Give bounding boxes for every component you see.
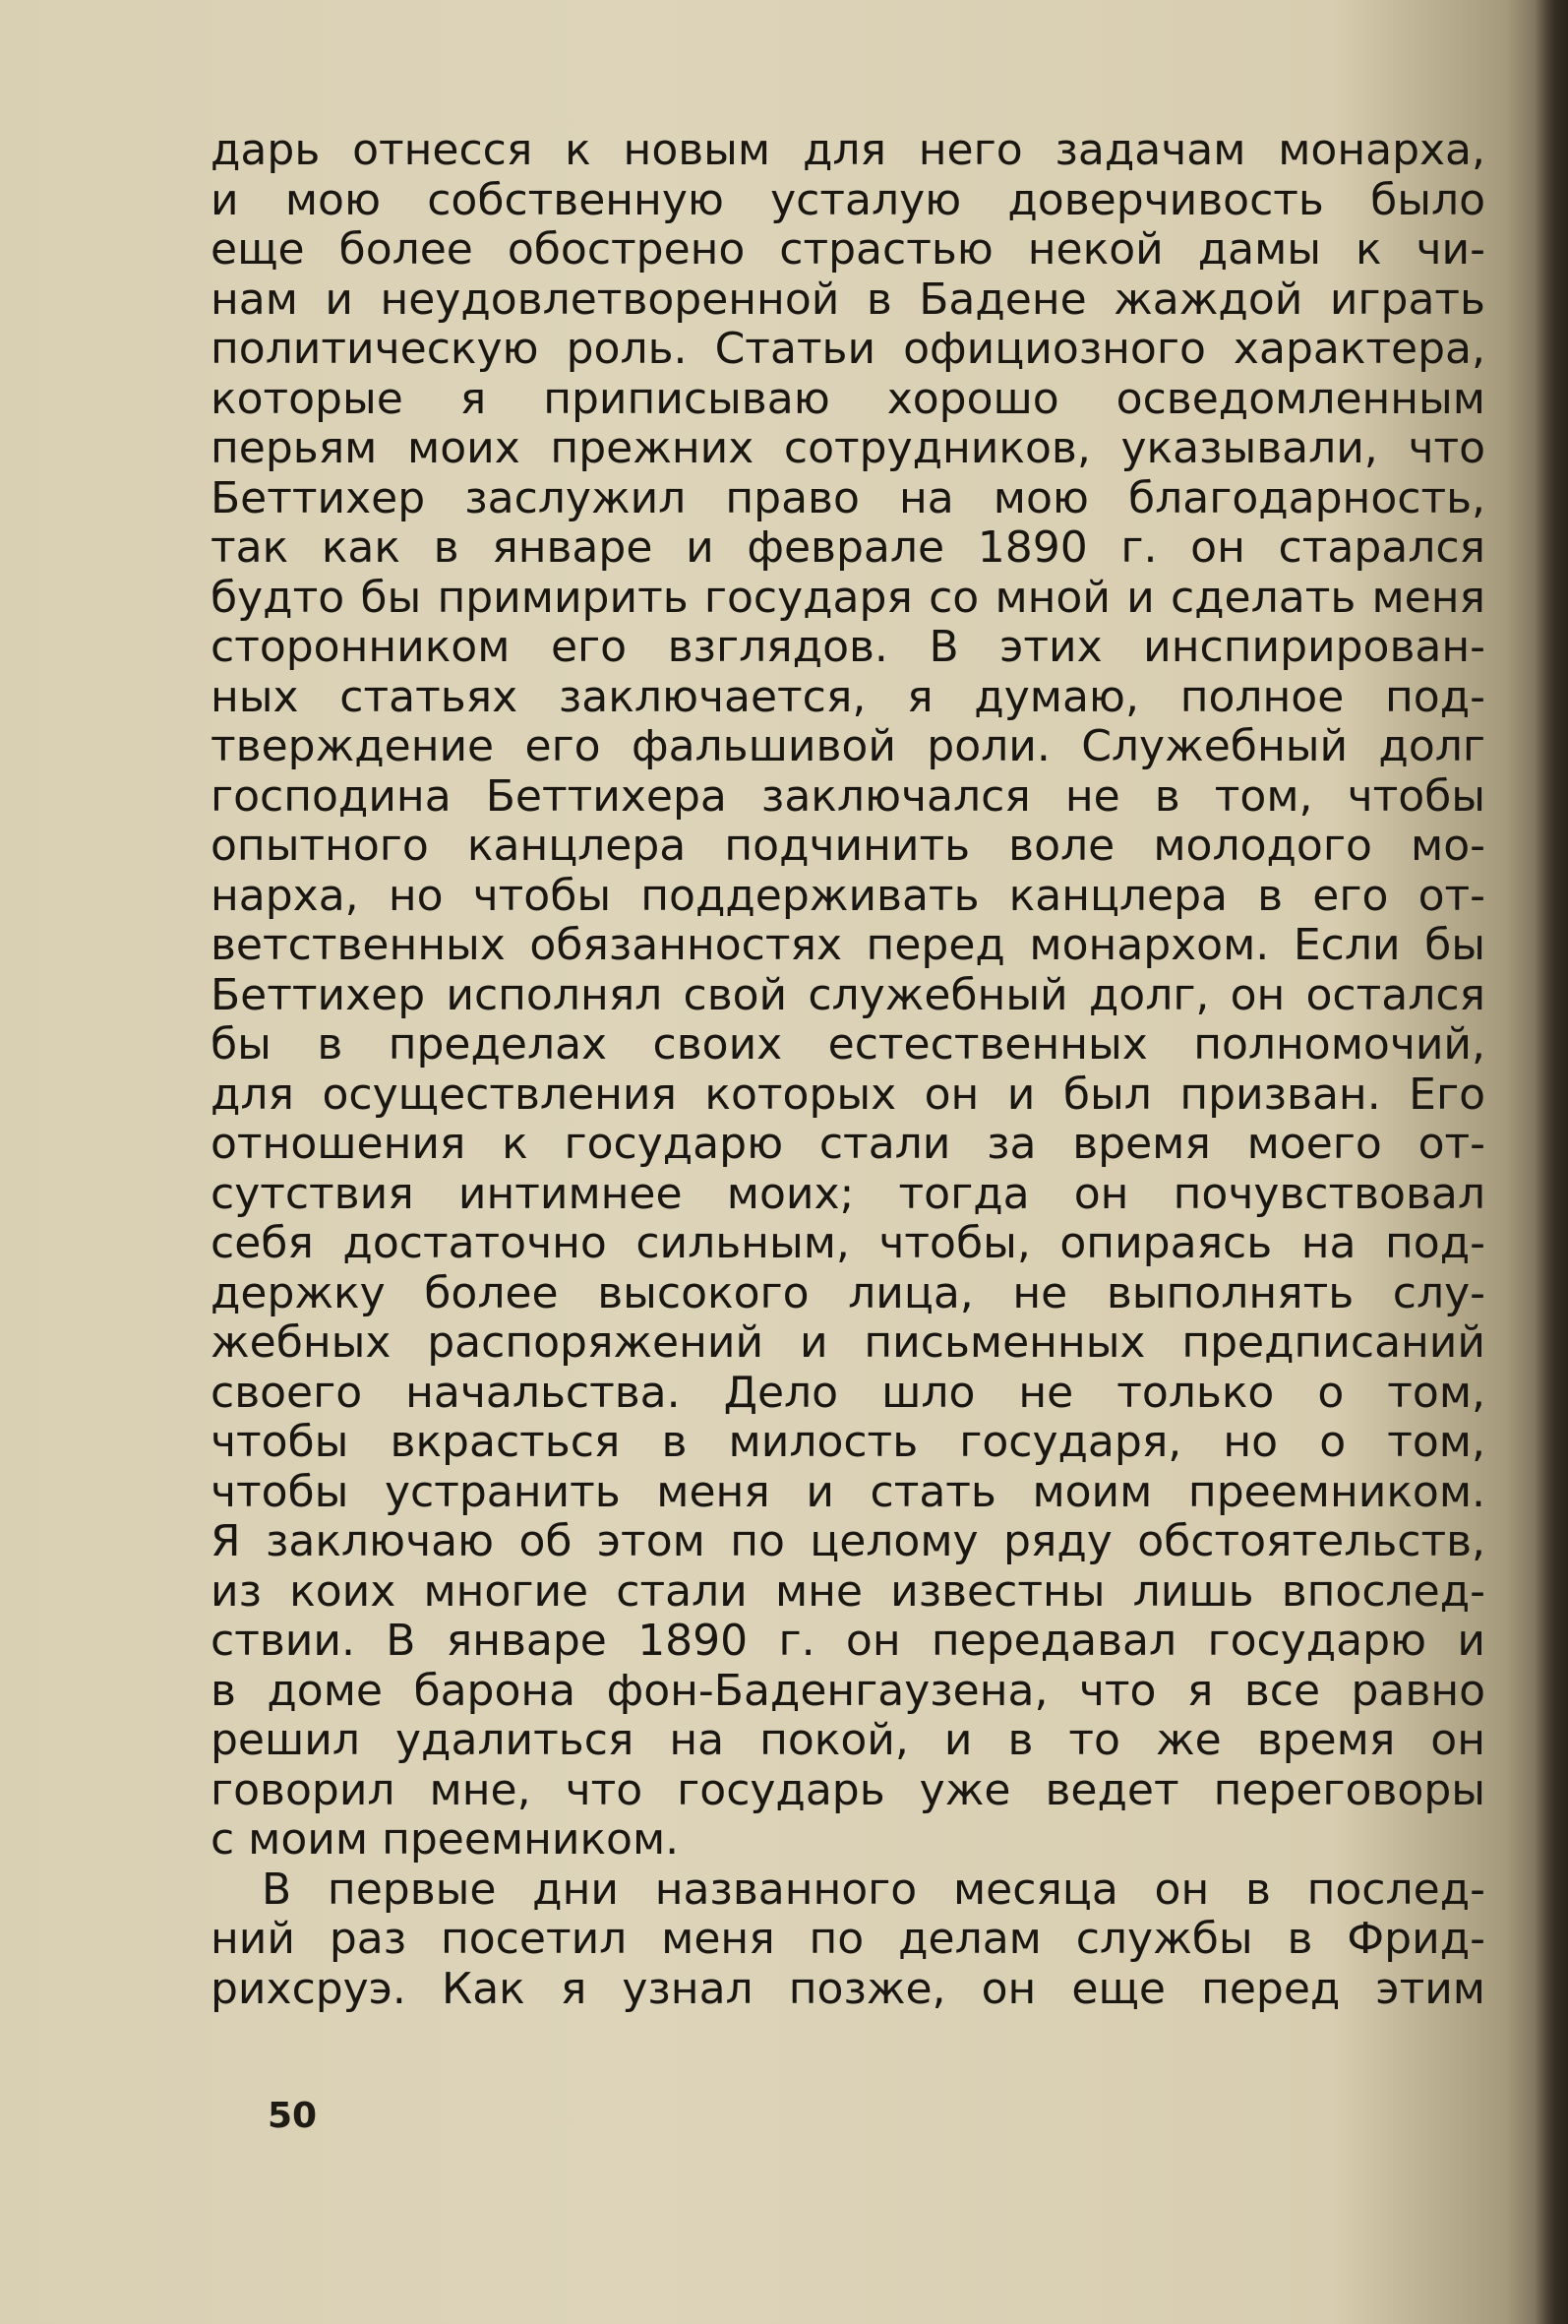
text-line: чтобы устранить меня и стать моим преемником. — [211, 1466, 1485, 1517]
text-line: еще более обострено страстью некой дамы к чи- — [211, 224, 1485, 275]
text-line: держку более высокого лица, не выполнять слу- — [211, 1267, 1485, 1318]
text-line: сторонником его взглядов. В этих инспирирован- — [211, 622, 1485, 672]
text-line: нам и неудовлетворенной в Бадене жаждой играть — [211, 274, 1485, 325]
text-line: говорил мне, что государь уже ведет переговоры — [211, 1764, 1485, 1815]
text-line: Беттихер исполнял свой служебный долг, он остался — [211, 969, 1485, 1020]
text-line: чтобы вкрасться в милость государя, но о том, — [211, 1417, 1485, 1467]
page-edge-shadow — [1535, 0, 1568, 2324]
page-number: 50 — [268, 2096, 318, 2136]
text-line: жебных распоряжений и письменных предписаний — [211, 1317, 1485, 1368]
text-line: нарха, но чтобы поддерживать канцлера в его от- — [211, 870, 1485, 921]
text-line: ветственных обязанностях перед монархом. Если бы — [211, 920, 1485, 970]
body-text — [211, 126, 1485, 2014]
text-line: для осуществления которых он и был призван. Его — [211, 1069, 1485, 1120]
text-line: будто бы примирить государя со мной и сделать меня — [211, 572, 1485, 623]
text-line: политическую роль. Статьи официозного характера, — [211, 324, 1485, 374]
text-line: Беттихер заслужил право на мою благодарность, — [211, 472, 1485, 523]
paragraph-start-line: В первые дни названного месяца он в послед- — [262, 1864, 1485, 1915]
text-line: решил удалиться на покой, и в то же время он — [211, 1715, 1485, 1765]
text-line: своего начальства. Дело шло не только о том, — [211, 1367, 1485, 1418]
text-line: которые я приписываю хорошо осведомленным — [211, 373, 1485, 424]
text-line: господина Беттихера заключался не в том, чтобы — [211, 770, 1485, 822]
text-line: дарь отнесся к новым для него задачам монарха, — [211, 125, 1485, 175]
text-line: и мою собственную усталую доверчивость было — [211, 174, 1485, 225]
text-line: в доме барона фон-Баденгаузена, что я все равно — [211, 1665, 1485, 1716]
text-line: из коих многие стали мне известны лишь впослед- — [211, 1565, 1485, 1617]
text-line: себя достаточно сильным, чтобы, опираясь на под- — [211, 1218, 1485, 1268]
text-line: Я заключаю об этом по целому ряду обстоятельств, — [211, 1516, 1485, 1566]
text-line: опытного канцлера подчинить воле молодого мо- — [211, 821, 1485, 871]
text-line: ний раз посетил меня по делам службы в Фрид- — [211, 1914, 1485, 1964]
text-line: бы в пределах своих естественных полномочий, — [211, 1019, 1485, 1070]
text-line: ствии. В январе 1890 г. он передавал государю и — [211, 1616, 1485, 1666]
text-line: так как в январе и феврале 1890 г. он старался — [211, 522, 1485, 573]
text-line: перьям моих прежних сотрудников, указывали, что — [211, 423, 1485, 473]
text-line: ных статьях заключается, я думаю, полное под- — [211, 671, 1485, 722]
paragraph-end-line: с моим преемником. — [211, 1814, 680, 1865]
text-line: рихсруэ. Как я узнал позже, он еще перед этим — [211, 1963, 1485, 2014]
text-line: сутствия интимнее моих; тогда он почувствовал — [211, 1168, 1485, 1219]
text-line: тверждение его фальшивой роли. Служебный долг — [211, 721, 1485, 771]
text-line: отношения к государю стали за время моего от- — [211, 1119, 1485, 1169]
